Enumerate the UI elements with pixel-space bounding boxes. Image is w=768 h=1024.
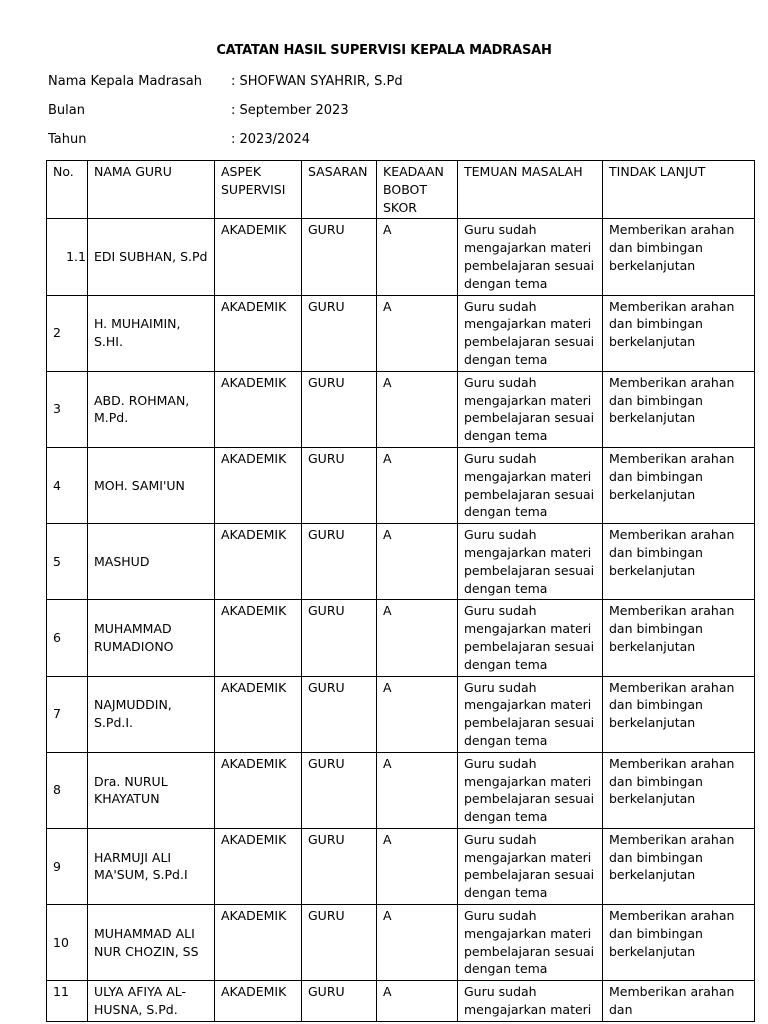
cell-no: 4 — [47, 447, 88, 523]
cell-nama-guru: Dra. NURUL KHAYATUN — [88, 752, 215, 828]
header-keadaan-bobot-skor: KEADAAN BOBOT SKOR — [377, 161, 458, 219]
cell-temuan: Guru sudah mengajarkan materi pembelajaran sesuai dengan tema — [458, 905, 603, 981]
cell-no: 1.1 — [47, 219, 88, 295]
cell-tindak: Memberikan arahan dan bimbingan berkelanjutan — [603, 600, 755, 676]
cell-no: 9 — [47, 828, 88, 904]
table-row — [47, 676, 755, 752]
cell-sasaran: GURU — [302, 676, 377, 752]
cell-skor: A — [377, 447, 458, 523]
table-row — [47, 295, 755, 371]
cell-nama-guru: ABD. ROHMAN, M.Pd. — [88, 371, 215, 447]
table-row — [47, 981, 755, 1022]
cell-temuan: Guru sudah mengajarkan materi pembelajaran sesuai dengan tema — [458, 524, 603, 600]
meta-value-tahun: : 2023/2024 — [231, 132, 311, 147]
cell-sasaran: GURU — [302, 905, 377, 981]
cell-tindak: Memberikan arahan dan bimbingan berkelanjutan — [603, 295, 755, 371]
cell-temuan: Guru sudah mengajarkan materi pembelajaran sesuai dengan tema — [458, 295, 603, 371]
cell-skor: A — [377, 905, 458, 981]
cell-nama-guru: MUHAMMAD ALI NUR CHOZIN, SS — [88, 905, 215, 981]
cell-nama-guru: ULYA AFIYA AL-HUSNA, S.Pd. — [88, 981, 215, 1022]
cell-aspek: AKADEMIK — [215, 828, 302, 904]
cell-no: 7 — [47, 676, 88, 752]
table-row — [47, 600, 755, 676]
cell-temuan: Guru sudah mengajarkan materi — [458, 981, 603, 1022]
cell-aspek: AKADEMIK — [215, 447, 302, 523]
cell-tindak: Memberikan arahan dan bimbingan berkelanjutan — [603, 219, 755, 295]
cell-skor: A — [377, 828, 458, 904]
cell-nama-guru: HARMUJI ALI MA'SUM, S.Pd.I — [88, 828, 215, 904]
cell-temuan: Guru sudah mengajarkan materi pembelajaran sesuai dengan tema — [458, 600, 603, 676]
header-aspek-supervisi: ASPEK SUPERVISI — [215, 161, 302, 219]
cell-nama-guru: NAJMUDDIN, S.Pd.I. — [88, 676, 215, 752]
cell-no: 2 — [47, 295, 88, 371]
cell-skor: A — [377, 524, 458, 600]
document-title: CATATAN HASIL SUPERVISI KEPALA MADRASAH — [216, 43, 552, 58]
cell-sasaran: GURU — [302, 828, 377, 904]
cell-temuan: Guru sudah mengajarkan materi pembelajaran sesuai dengan tema — [458, 752, 603, 828]
cell-aspek: AKADEMIK — [215, 295, 302, 371]
table-row — [47, 752, 755, 828]
cell-no: 3 — [47, 371, 88, 447]
cell-sasaran: GURU — [302, 600, 377, 676]
cell-skor: A — [377, 600, 458, 676]
header-sasaran: SASARAN — [302, 161, 377, 219]
cell-aspek: AKADEMIK — [215, 600, 302, 676]
cell-tindak: Memberikan arahan dan bimbingan berkelanjutan — [603, 371, 755, 447]
meta-value-bulan: : September 2023 — [231, 103, 349, 118]
cell-nama-guru: MASHUD — [88, 524, 215, 600]
cell-sasaran: GURU — [302, 219, 377, 295]
cell-temuan: Guru sudah mengajarkan materi pembelajaran sesuai dengan tema — [458, 676, 603, 752]
header-no: No. — [47, 161, 88, 219]
cell-tindak: Memberikan arahan dan bimbingan berkelanjutan — [603, 828, 755, 904]
cell-temuan: Guru sudah mengajarkan materi pembelajaran sesuai dengan tema — [458, 371, 603, 447]
cell-tindak: Memberikan arahan dan bimbingan berkelanjutan — [603, 524, 755, 600]
cell-tindak: Memberikan arahan dan — [603, 981, 755, 1022]
cell-aspek: AKADEMIK — [215, 752, 302, 828]
cell-skor: A — [377, 981, 458, 1022]
meta-label-bulan: Bulan — [48, 103, 85, 118]
cell-tindak: Memberikan arahan dan bimbingan berkelanjutan — [603, 676, 755, 752]
cell-aspek: AKADEMIK — [215, 219, 302, 295]
cell-skor: A — [377, 371, 458, 447]
cell-tindak: Memberikan arahan dan bimbingan berkelanjutan — [603, 905, 755, 981]
table-row — [47, 371, 755, 447]
cell-tindak: Memberikan arahan dan bimbingan berkelanjutan — [603, 752, 755, 828]
cell-sasaran: GURU — [302, 981, 377, 1022]
header-nama-guru: NAMA GURU — [88, 161, 215, 219]
table-row — [47, 524, 755, 600]
cell-temuan: Guru sudah mengajarkan materi pembelajaran sesuai dengan tema — [458, 828, 603, 904]
cell-no: 5 — [47, 524, 88, 600]
cell-temuan: Guru sudah mengajarkan materi pembelajaran sesuai dengan tema — [458, 219, 603, 295]
cell-aspek: AKADEMIK — [215, 905, 302, 981]
table-row — [47, 828, 755, 904]
cell-skor: A — [377, 295, 458, 371]
cell-skor: A — [377, 752, 458, 828]
cell-tindak: Memberikan arahan dan bimbingan berkelanjutan — [603, 447, 755, 523]
cell-aspek: AKADEMIK — [215, 524, 302, 600]
cell-temuan: Guru sudah mengajarkan materi pembelajaran sesuai dengan tema — [458, 447, 603, 523]
cell-aspek: AKADEMIK — [215, 371, 302, 447]
table-row — [47, 905, 755, 981]
meta-value-kepala: : SHOFWAN SYAHRIR, S.Pd — [231, 74, 403, 89]
cell-no: 11 — [47, 981, 88, 1022]
cell-sasaran: GURU — [302, 447, 377, 523]
cell-aspek: AKADEMIK — [215, 981, 302, 1022]
cell-sasaran: GURU — [302, 752, 377, 828]
header-temuan-masalah: TEMUAN MASALAH — [458, 161, 603, 219]
meta-label-kepala: Nama Kepala Madrasah — [48, 74, 202, 89]
table-row — [47, 219, 755, 295]
cell-nama-guru: H. MUHAIMIN, S.HI. — [88, 295, 215, 371]
table-header-row — [47, 161, 755, 219]
cell-nama-guru: EDI SUBHAN, S.Pd — [88, 219, 215, 295]
cell-sasaran: GURU — [302, 524, 377, 600]
header-tindak-lanjut: TINDAK LANJUT — [603, 161, 755, 219]
cell-no: 6 — [47, 600, 88, 676]
meta-label-tahun: Tahun — [48, 132, 87, 147]
supervision-table — [46, 160, 755, 1022]
cell-sasaran: GURU — [302, 295, 377, 371]
cell-skor: A — [377, 219, 458, 295]
table-row — [47, 447, 755, 523]
cell-no: 10 — [47, 905, 88, 981]
cell-sasaran: GURU — [302, 371, 377, 447]
cell-aspek: AKADEMIK — [215, 676, 302, 752]
cell-nama-guru: MOH. SAMI'UN — [88, 447, 215, 523]
cell-skor: A — [377, 676, 458, 752]
cell-no: 8 — [47, 752, 88, 828]
cell-nama-guru: MUHAMMAD RUMADIONO — [88, 600, 215, 676]
